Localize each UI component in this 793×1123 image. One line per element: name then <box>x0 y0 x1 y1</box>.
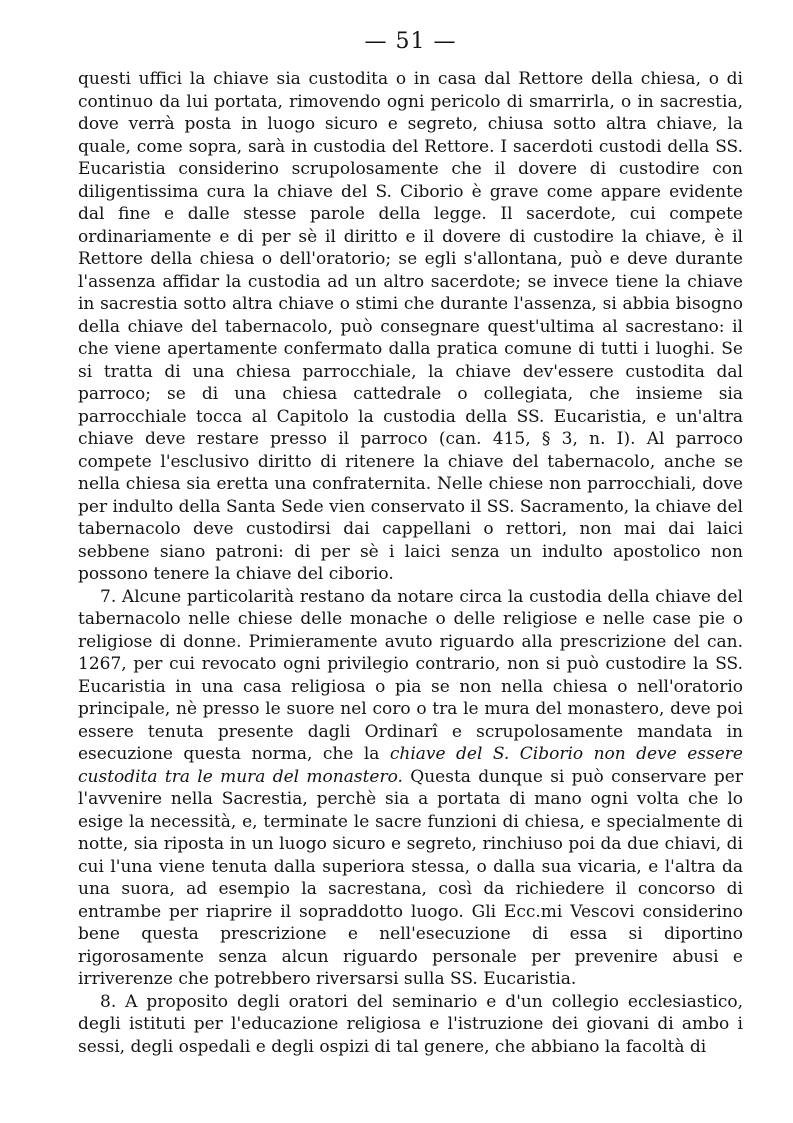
text-segment: 7. Alcune particolarità restano da notare circa la custodia della chiave del tabernacolo nelle chiese delle monache o delle religiose e nelle case pie o religiose di donne. Primieramente avuto riguardo alla prescrizione del can. 1267, per cui revocato ogni privilegio contrario, non si può custodire la SS. Eucaristia in una casa religiosa o pia se non nella chiesa o nell'oratorio principale, nè presso le suore nel coro o tra le mura del monastero, deve poi essere tenuta presente dagli Ordinarî e scrupolosamente mandata in esecuzione questa norma, che la <box>78 586 743 764</box>
paragraph-8 <box>78 991 743 1059</box>
italic-quote: chiave del S. Ciborio non deve essere custodita tra le mura del monastero. <box>78 744 743 787</box>
text-segment: questi uffici la chiave sia custodita o in casa dal Rettore della chiesa, o di continuo da lui portata, rimovendo ogni pericolo di smarrirla, o in sacrestia, dove verrà posta in luogo sicuro e segreto, chiusa sotto altra chiave, la quale, come sopra, sarà in custodia del Rettore. I sacerdoti custodi della SS. Eucaristia considerino scrupolosamente che il dovere di custodire con diligentissima cura la chiave del S. Ciborio è grave come appare evidente dal fine e dalle stesse parole della legge. Il sacerdote, cui compete ordinariamente e di per sè il diritto e il dovere di custodire la chiave, è il Rettore della chiesa o dell'oratorio; se egli s'allontana, può e deve durante l'assenza affidar la custodia ad un altro sacerdote; se invece tiene la chiave in sacrestia sotto altra chiave o stimi che durante l'assenza, si abbia bisogno della chiave del tabernacolo, può consegnare quest'ultima al sacrestano: il che viene apertamente confermato dalla pratica comune di tutti i luoghi. Se si tratta di una chiesa parrocchiale, la chiave dev'essere custodita dal parroco; se di una chiesa cattedrale o collegiata, che insieme sia parrocchiale tocca al Capitolo la custodia della SS. Eucaristia, e un'altra chiave deve restare presso il parroco (can. 415, § 3, n. I). Al parroco compete l'esclusivo diritto di ritenere la chiave del tabernacolo, anche se nella chiesa sia eretta una confraternita. Nelle chiese non parrocchiali, dove per indulto della Santa Sede vien conservato il SS. Sacramento, la chiave del tabernacolo deve custodirsi dai cappellani o rettori, non mai dai laici sebbene siano patroni: di per sè i laici senza un indulto apostolico non possono tenere la chiave del ciborio. <box>78 69 743 584</box>
paragraph-continuation <box>78 68 743 586</box>
body-text <box>78 68 743 1058</box>
text-segment: Questa dunque si può conservare per l'avvenire nella Sacrestia, perchè sia a portata di mano ogni volta che lo esige la necessità, e, terminate le sacre funzioni di chiesa, e specialmente di notte, sia riposta in un luogo sicuro e segreto, rinchiuso poi da due chiavi, di cui l'una viene tenuta dalla superiora stessa, o dalla sua vicaria, e l'altra da una suora, ad esempio la sacrestana, così da richiedere il concorso di entrambe per riaprire il sopraddotto luogo. Gli Ecc.mi Vescovi considerino bene questa prescrizione e nell'esecuzione di essa si diportino rigorosamente senza alcun riguardo personale per prevenire abusi e irriverenze che potrebbero riversarsi sulla SS. Eucaristia. <box>78 766 743 989</box>
page-number: — 51 — <box>364 29 457 54</box>
text-segment: 8. A proposito degli oratori del seminario e d'un collegio ecclesiastico, degli istituti per l'educazione religiosa e l'istruzione dei giovani di ambo i sessi, degli ospedali e degli ospizi di tal genere, che abbiano la facoltà di <box>78 991 743 1057</box>
paragraph-7 <box>78 586 743 991</box>
